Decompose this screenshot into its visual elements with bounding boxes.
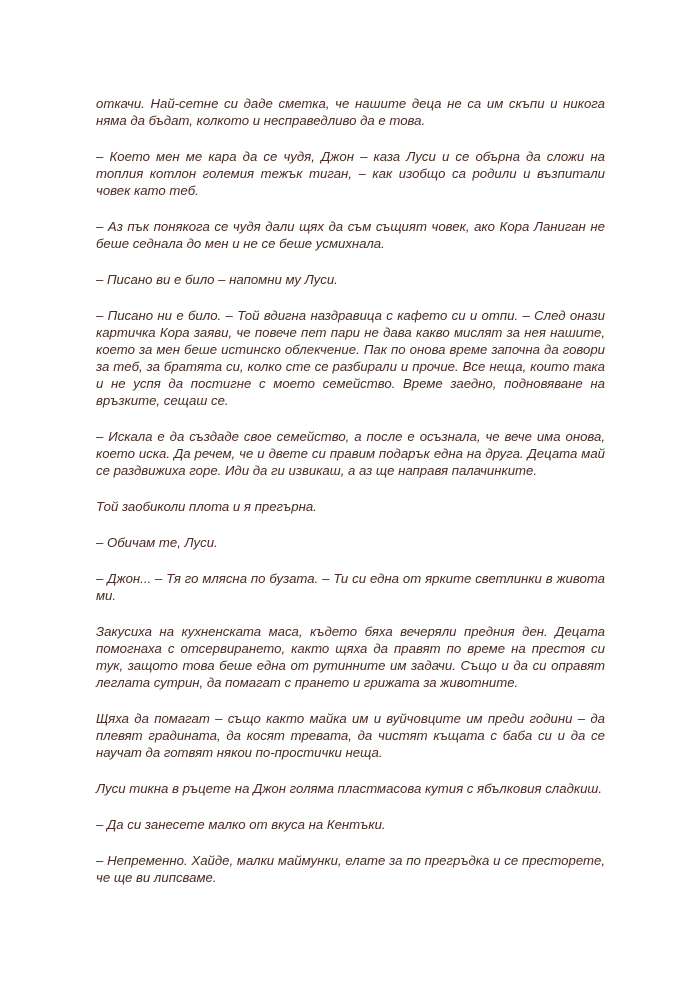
paragraph: откачи. Най-сетне си даде сметка, че нашите деца не са им скъпи и никога няма да бъдат, колкото и несправедливо да е това. [96,96,605,128]
paragraph: Щяха да помагат – също както майка им и вуйчовците им преди години – да плевят градината, да косят тревата, да чистят къщата с баба си и да се научат да готвят някои по-простички неща. [96,711,605,760]
paragraph: – Което мен ме кара да се чудя, Джон – каза Луси и се обърна да сложи на топлия котлон големия тежък тиган, – как изобщо са родили и възпитали човек като теб. [96,149,605,198]
paragraph: Луси тикна в ръцете на Джон голяма пластмасова кутия с ябълковия сладкиш. [96,781,603,796]
paragraph: – Аз пък понякога се чудя дали щях да съм същият човек, ако Кора Ланиган не беше седнала до мен и не се беше усмихнала. [96,219,605,251]
paragraph: – Писано ни е било. – Той вдигна наздравица с кафето си и отпи. – След онази картичка Кора заяви, че повече пет пари не дава какво мислят за нея нашите, което за мен беше истинско облекчение. Пак по онова време започна да говори за теб, за братята си, колко сте се разбирали и прочие. Все неща, които така и не успя да постигне с моето семейство. Време заедно, подновяване на връзките, сещаш се. [96,308,605,408]
paragraph: – Писано ви е било – напомни му Луси. [96,272,338,287]
paragraph: – Непременно. Хайде, малки маймунки, елате за по прегръдка и се престорете, че ще ви липсваме. [96,853,605,885]
paragraph: Той заобиколи плота и я прегърна. [96,499,317,514]
paragraph: Закусиха на кухненската маса, където бяха вечеряли предния ден. Децата помогнаха с отсервирането, както щяха да правят по време на престоя си тук, защото това беше една от рутинните им задачи. Също и да си оправят леглата сутрин, да помагат с прането и грижата за животните. [96,624,605,690]
document-page [96,95,605,905]
paragraph: – Да си занесете малко от вкуса на Кентъки. [96,817,386,832]
paragraph: – Искала е да създаде свое семейство, а после е осъзнала, че вече има онова, което иска. Да речем, че и двете си правим подарък една на друга. Децата май се раздвижиха горе. Иди да ги извикаш, а аз ще направя палачинките. [96,429,605,478]
paragraph: – Обичам те, Луси. [96,535,218,550]
paragraph: – Джон... – Тя го млясна по бузата. – Ти си една от ярките светлинки в живота ми. [96,571,605,603]
